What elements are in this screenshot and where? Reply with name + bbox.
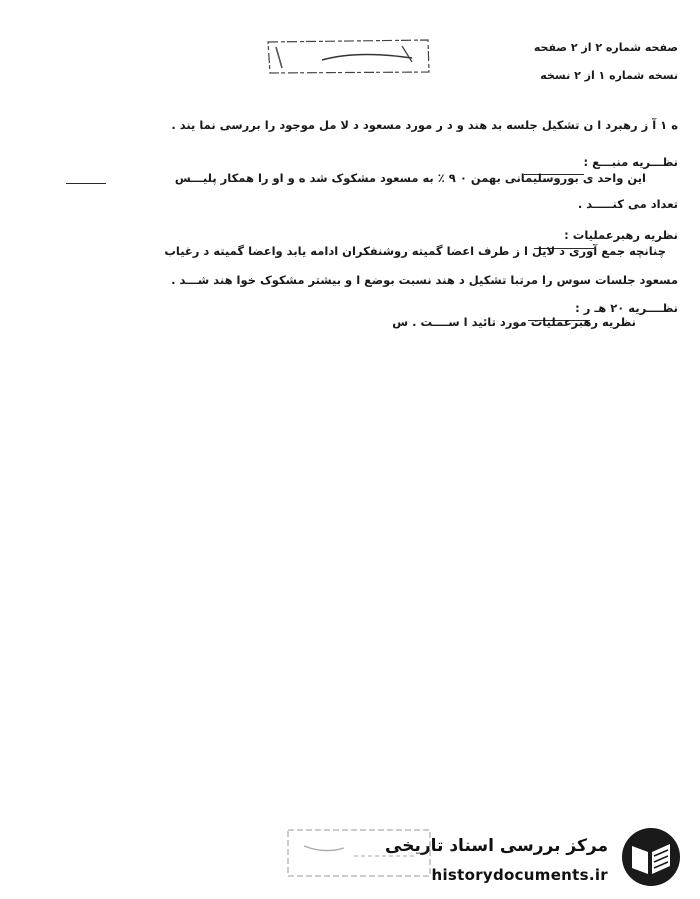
stamp-frame-icon (262, 36, 432, 76)
archive-watermark (280, 822, 690, 892)
copy-number-line: نسخه شماره ۱ از ۲ نسخه (540, 69, 678, 82)
approval-heading: نظــــریه ۲۰ هـ ر : (575, 301, 678, 315)
page-number-line: صفحه شماره ۲ از ۲ صفحه (533, 41, 678, 54)
paragraph-line: ه ۱ آ ز رهبرد ا ن تشکیل جلسه بد هند و د ر مورد مسعود د لا مل موجود را بررسی نما یند . (171, 118, 678, 132)
source-opinion-heading: نظـــریه منبـــع : (583, 155, 678, 169)
paragraph-line: نظریه رهبرعملیات مورد تائید ا ســــت . س (392, 315, 636, 329)
paragraph-line: چنانچه جمع آوری د لایل ا ز طرف اعضا گمیته روشنفکران ادامه یابد واعضا گمیته د رغیاب (164, 244, 666, 258)
paragraph-line: تعداد می کنـــــد . (577, 197, 678, 211)
paragraph-line: مسعود جلسات سوس را مرتبا تشکیل د هند نسبت بوضع ا و بیشتر مشکوک خوا هند شـــد . (171, 273, 678, 287)
archive-org-name: مرکز بررسی اسناد تاریخی (385, 836, 608, 856)
archive-book-icon (618, 826, 684, 888)
line-end-dash (66, 183, 106, 184)
classification-stamp (262, 36, 432, 76)
paragraph-line: این واحد ی بوروسلیمانی بهمن ۰ ۹ ٪ به مسعود مشکوک شد ه و او را همکار پلیـــس (174, 171, 646, 185)
operations-leader-heading: نظریه رهبرعملیات : (564, 228, 678, 242)
archive-website: historydocuments.ir (431, 866, 608, 884)
